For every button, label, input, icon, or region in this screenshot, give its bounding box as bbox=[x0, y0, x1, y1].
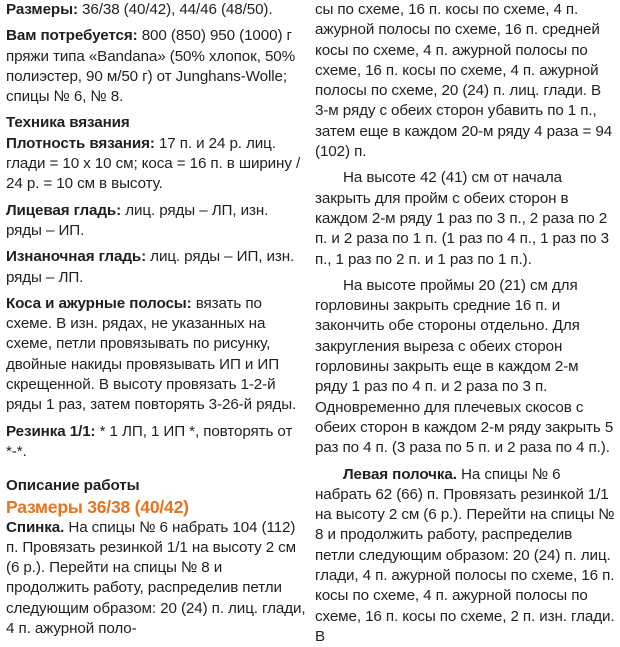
sizes-label: Размеры: bbox=[6, 1, 78, 18]
description-title: Описание работы bbox=[6, 477, 140, 495]
left-front-paragraph bbox=[315, 465, 615, 647]
materials-text: 800 (850) 950 (1000) г пряжи типа «Bandana» (50% хлопок, 50% полиэстер, 90 м/50 г) от Junghans-Wolle; спицы № 6, № 8. bbox=[6, 27, 296, 106]
density-paragraph bbox=[6, 134, 307, 195]
stockinette-text: лиц. ряды – ЛП, изн. ряды – ИП. bbox=[6, 201, 269, 239]
rib-paragraph bbox=[6, 422, 307, 463]
stockinette-label: Лицевая гладь: bbox=[6, 201, 122, 219]
left-front-text: На спицы № 6 набрать 62 (66) п. Провязать резинкой 1/1 на высоту 2 см (6 р.). Перейти на спицы № 8 и продолжить работу, распределив петли следующим образом: 20 (24) п. лиц. глади, 4 п. ажурной полосы по схеме, 16 п. косы по схеме, 4 п. ажурной полосы по схеме, 16 п. косы по схеме, 2 п. изн. глади. В bbox=[315, 465, 615, 645]
materials-label: Вам потребуется: bbox=[6, 27, 138, 45]
cable-text: вязать по схеме. В изн. рядах, не указанных на схеме, петли провязывать по рисунку, двойные накиды провязывать ИП и ИП скрещенной. В высоту провязать 1-2-й ряды 1 раз, затем повторять 3-26-й ряды. bbox=[6, 294, 297, 414]
sizes-text: 36/38 (40/42), 44/46 (48/50). bbox=[77, 1, 273, 18]
density-text: 17 п. и 24 р. лиц. глади = 10 х 10 см; коса = 16 п. в ширину / 24 р. = 10 см в высоту. bbox=[6, 134, 301, 193]
left-column bbox=[6, 0, 307, 639]
reverse-stockinette-paragraph bbox=[6, 247, 307, 288]
neckline-paragraph: На высоте проймы 20 (21) см для горловины закрыть средние 16 п. и закончить обе стороны отдельно. Для закругления выреза с обеих сторон горловины закрыть еще в каждом 2-м ряду 1 раз по 4 п. и 2 раза по 3 п. Одновременно для плечевых скосов с обеих сторон в каждом 2-м ряду закрыть 5 раз по 4 п. (3 раза по 5 п. и 2 раза по 4 п.). bbox=[315, 276, 614, 457]
rib-text: * 1 ЛП, 1 ИП *, повторять от *-*. bbox=[6, 422, 293, 460]
back-paragraph bbox=[6, 518, 307, 640]
back-label: Спинка. bbox=[6, 518, 65, 536]
stockinette-paragraph bbox=[6, 201, 307, 242]
materials-paragraph bbox=[6, 26, 307, 107]
cable-label: Коса и ажурные полосы: bbox=[6, 294, 192, 312]
sizes-paragraph bbox=[6, 0, 307, 20]
reverse-stockinette-label: Изнаночная гладь: bbox=[6, 248, 147, 266]
sizes-heading: Размеры 36/38 (40/42) bbox=[6, 496, 189, 517]
right-column bbox=[315, 0, 615, 647]
back-text: На спицы № 6 набрать 104 (112) п. Провязать резинкой 1/1 на высоту 2 см (6 р.). Перейти на спицы № 8 и продолжить работу, распределив петли следующим образом: 20 (24) п. лиц. глади, 4 п. ажурной поло- bbox=[6, 518, 306, 638]
armhole-paragraph: На высоте 42 (41) см от начала закрыть для пройм с обеих сторон в каждом 2-м ряду 1 раз по 3 п., 2 раза по 2 п. и 2 раза по 1 п. (1 раз по 4 п., 1 раз по 3 п., 1 раз по 2 п. и 1 раз по 1 п.). bbox=[315, 169, 609, 268]
technique-title: Техника вязания bbox=[6, 114, 130, 132]
back-continued-paragraph: сы по схеме, 16 п. косы по схеме, 4 п. ажурной полосы по схеме, 16 п. средней косы по схеме, 4 п. ажурной полосы по схеме, 16 п. косы по схеме, 4 п. ажурной полосы по схеме, 20 (24) п. лиц. глади. В 3-м ряду с обеих сторон убавить по 1 п., затем еще в каждом 20-м ряду 4 раза = 94 (102) п. bbox=[315, 1, 613, 161]
rib-label: Резинка 1/1: bbox=[6, 422, 96, 440]
left-front-label: Левая полочка. bbox=[343, 465, 457, 483]
cable-paragraph bbox=[6, 294, 307, 416]
reverse-stockinette-text: лиц. ряды – ИП, изн. ряды – ЛП. bbox=[6, 248, 295, 286]
density-label: Плотность вязания: bbox=[6, 134, 155, 152]
